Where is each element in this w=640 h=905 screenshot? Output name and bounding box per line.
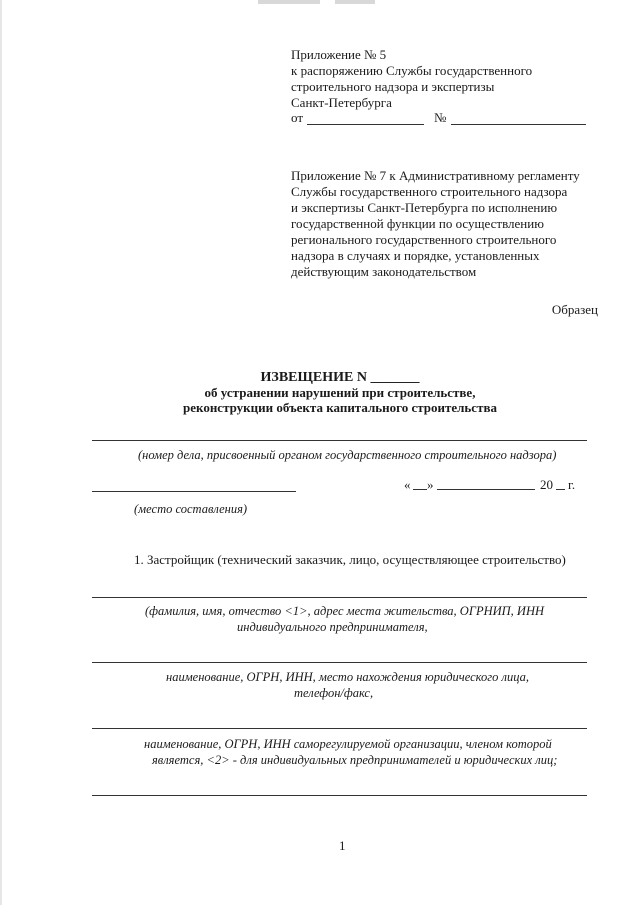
scan-artifact xyxy=(335,0,375,4)
appendix5-number-blank xyxy=(451,124,586,125)
appendix7-line7: действующим законодательством xyxy=(291,264,477,279)
notice-subtitle1: об устранении нарушений при строительстве, xyxy=(204,385,476,400)
appendix5-line3: строительного надзора и экспертизы xyxy=(291,79,495,94)
scan-artifact xyxy=(258,0,320,4)
date-open-quote: « xyxy=(404,477,411,492)
caption-person-1: (фамилия, имя, отчество <1>, адрес места жительства, ОГРНИП, ИНН xyxy=(145,604,544,618)
appendix5-line2: к распоряжению Службы государственного xyxy=(291,63,533,78)
case-number-line xyxy=(92,440,587,441)
date-month-blank xyxy=(437,489,535,490)
notice-subtitle2: реконструкции объекта капитального строительства xyxy=(183,400,497,415)
sample-label: Образец xyxy=(551,302,598,317)
appendix5-line4: Санкт-Петербурга xyxy=(291,95,392,110)
scan-edge xyxy=(0,0,2,905)
appendix7-line4: государственной функции по осуществлению xyxy=(291,216,544,231)
caption-person-2: индивидуального предпринимателя, xyxy=(237,620,428,634)
place-caption: (место составления) xyxy=(134,502,248,516)
appendix7-line5: регионального государственного строительного xyxy=(291,232,557,247)
appendix7-line6: надзора в случаях и порядке, установленных xyxy=(291,248,540,263)
caption-sro-2: является, <2> - для индивидуальных предпринимателей и юридических лиц; xyxy=(152,753,558,767)
date-year-blank xyxy=(556,489,565,490)
page-number: 1 xyxy=(339,838,346,853)
appendix5-number-sign: № xyxy=(434,110,447,125)
case-number-caption: (номер дела, присвоенный органом государственного строительного надзора) xyxy=(138,448,557,462)
caption-legal-2: телефон/факс, xyxy=(294,686,374,700)
appendix5-line1: Приложение № 5 xyxy=(291,47,387,62)
continuation-line xyxy=(92,795,587,796)
notice-title: ИЗВЕЩЕНИЕ N _______ xyxy=(260,370,420,385)
appendix5-date-prefix: от xyxy=(291,110,304,125)
appendix7-line2: Службы государственного строительного надзора xyxy=(291,184,568,199)
date-close-quote: » xyxy=(427,477,434,492)
sro-line xyxy=(92,728,587,729)
date-day-blank xyxy=(413,489,427,490)
appendix7-line3: и экспертизы Санкт-Петербурга по исполнению xyxy=(291,200,558,215)
place-line xyxy=(92,491,296,492)
appendix7-line1: Приложение № 7 к Административному регламенту xyxy=(291,168,580,183)
caption-sro-1: наименование, ОГРН, ИНН саморегулируемой организации, членом которой xyxy=(144,737,552,751)
appendix5-date-blank xyxy=(307,124,424,125)
person-line xyxy=(92,597,587,598)
caption-legal-1: наименование, ОГРН, ИНН, место нахождения юридического лица, xyxy=(166,670,530,684)
date-year-suffix: г. xyxy=(568,477,576,492)
date-year-prefix: 20 xyxy=(540,477,553,492)
section1-heading: 1. Застройщик (технический заказчик, лицо, осуществляющее строительство) xyxy=(134,552,566,567)
legal-entity-line xyxy=(92,662,587,663)
